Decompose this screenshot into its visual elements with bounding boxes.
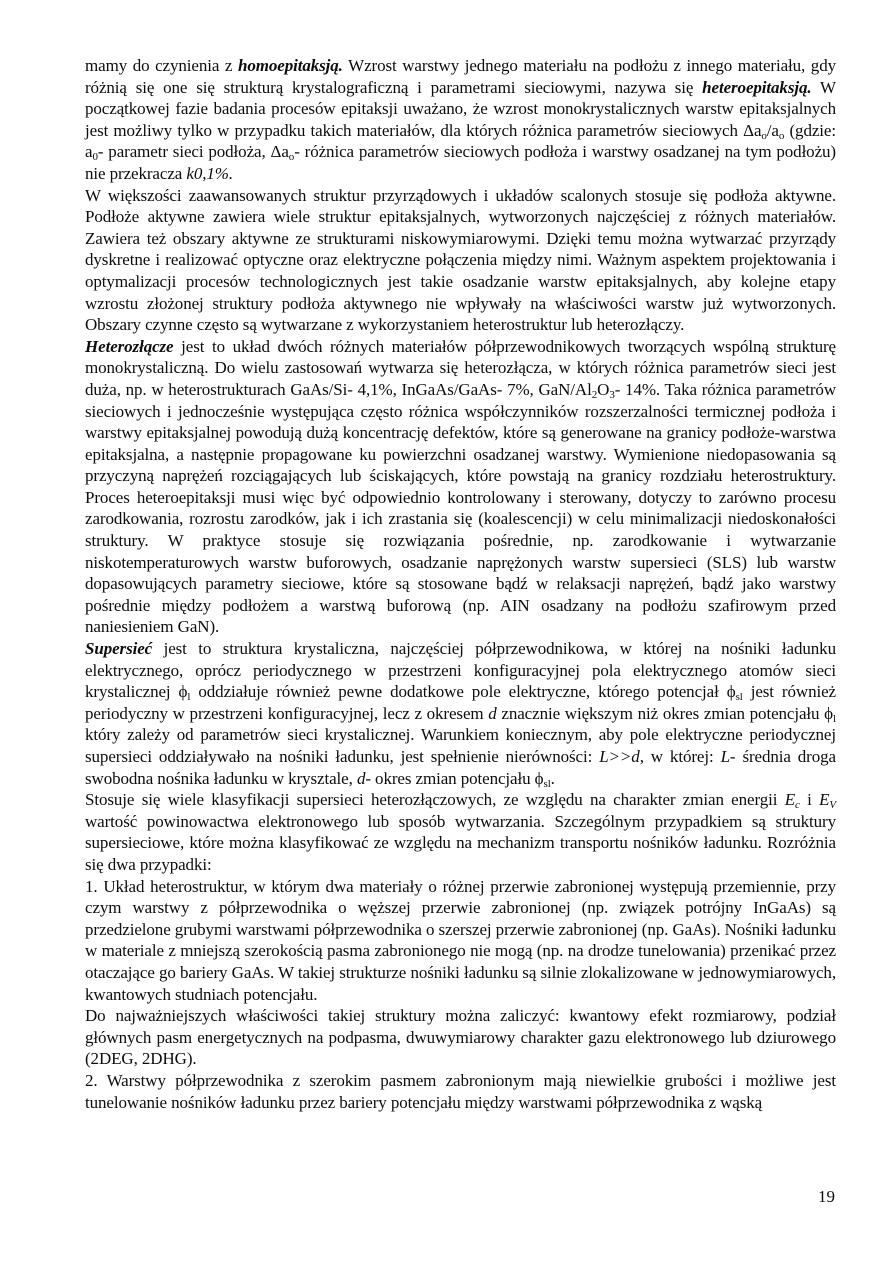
para-epitaksja-intro: mamy do czynienia z homoepitaksją. Wzrost warstwy jednego materiału na podłożu z innego materiału, gdy różnią się one się strukturą krystalograficzną i parametrami sieciowymi, nazywa się heteroepitaksją. W początkowej fazie badania procesów epitaksji uważano, że wzrost monokrystalicznych warstw epitaksjalnych jest możliwy tylko w przypadku takich materiałów, dla których różnica parametrów sieciowych $\Delta a_o/a_o$ (gdzie: $a_0-$ parametr sieci podłoża, $\Delta a_o-$ różnica parametrów sieciowych podłoża i warstwy osadzanej na tym podłożu) nie przekracza k0,1%. [85,56,837,183]
para-przypadek-2: 2. Warstwy półprzewodnika z szerokim pasmem zabronionym mają niewielkie grubości i możliwe jest tunelowanie nośników ładunku przez bariery potencjału między warstwami półprzewodnika z wąską [85,1070,836,1112]
document-body [85,55,836,1113]
para-podloza-aktywne: W większości zaawansowanych struktur przyrządowych i układów scalonych stosuje się podłoża aktywne. Podłoże aktywne zawiera wiele struktur epitaksjalnych, wytworzonych najczęściej z różnych materiałów. Zawiera też obszary aktywne ze strukturami niskowymiarowymi. Dzięki temu można wytwarzać przyrządy dyskretne i realizować optyczne oraz elektryczne połączenia między nimi. Ważnym aspektem projektowania i optymalizacji procesów technologicznych jest takie osadzanie warstw epitaksjalnych, aby kolejne etapy wzrostu złożonej struktury podłoża aktywnego nie wpływały na właściwości warstw już wytworzonych. Obszary czynne często są wytwarzane z wykorzystaniem heterostruktur lub heterozłączy. [85,185,836,335]
para-klasyfikacje: Stosuje się wiele klasyfikacji supersieci heterozłączowych, ze względu na charakter zmian energii $E_c$ i $E_V$ wartość powinowactwa elektronowego lub sposób wytwarzania. Szczególnym przypadkiem są struktury supersieciowe, które można klasyfikować ze względu na mechanizm transportu nośników ładunku. Rozróżnia się dwa przypadki: [85,790,836,874]
para-przypadek-1: 1. Układ heterostruktur, w którym dwa materiały o różnej przerwie zabronionej występują przemiennie, przy czym warstwy z półprzewodnika o węższej przerwie zabronionej (np. związek potrójny InGaAs) są przedzielone grubymi warstwami półprzewodnika o szerszej przerwie zabronionej (np. GaAs). Nośniki ładunku w materiale z mniejszą szerokością pasma zabronionego nie mogą (np. na drodze tunelowania) przenikać przez otaczające go bariery GaAs. W takiej strukturze nośniki ładunku są silnie zlokalizowane w jednowymiarowych, kwantowych studniach potencjału. [85,876,836,1004]
page-number: 19 [818,1187,835,1206]
para-wlasciwosci: Do najważniejszych właściwości takiej struktury można zaliczyć: kwantowy efekt rozmiarowy, podział głównych pasm energetycznych na podpasma, dwuwymiarowy charakter gazu elektronowego lub dziurowego (2DEG, 2DHG). [85,1006,836,1069]
para-heterozlacze: Heterozłącze jest to układ dwóch różnych materiałów półprzewodnikowych tworzących wspólną strukturę monokrystaliczną. Do wielu zastosowań wytwarza się heterozłącza, w których różnica parametrów sieci jest duża, np. w heterostrukturach GaAs/Si- 4,1%, InGaAs/GaAs- 7%, GaN/$Al_2O_3-$ 14%. Taka różnica parametrów sieciowych i jednocześnie występująca często różnica współczynników rozszerzalności termicznej podłoża i warstwy epitaksjalnej powodują dużą koncentrację defektów, które są generowane na granicy podłoże-warstwa epitaksjalna, a następnie propagowane ku powierzchni osadzanej warstwy. Wymienione niedopasowania są przyczyną naprężeń rozciągających lub ściskających, które powstają na granicy rozdziału heterostruktury. Proces heteroepitaksji musi więc być odpowiednio kontrolowany i sterowany, dotyczy to zarówno procesu zarodkowania, rozrostu zarodków, jak i ich zrastania się (koalescencji) w celu minimalizacji niedoskonałości struktury. W praktyce stosuje się rozwiązania pośrednie, np. zarodkowanie i wytwarzanie niskotemperaturowych warstw buforowych, osadzanie naprężonych warstw supersieci (SLS) lub warstw dopasowujących parametry sieciowe, które są stosowane bądź w relaksacji naprężeń, bądź jako warstwy pośrednie między podłożem a warstwą buforową (np. AIN osadzany na podłożu szafirowym przed naniesieniem GaN). [85,336,836,637]
para-supersiec: Supersieć jest to struktura krystaliczna, najczęściej półprzewodnikowa, w której na nośniki ładunku elektrycznego, oprócz periodycznego w przestrzeni konfiguracyjnej pola elektrycznego atomów sieci krystalicznej $\phi_l$ oddziałuje również pewne dodatkowe pole elektryczne, którego potencjał $\phi_{sl}$ jest również periodyczny w przestrzeni konfiguracyjnej, lecz z okresem d znacznie większym niż okres zmian potencjału $\phi_l$ który zależy od parametrów sieci krystalicznej. Warunkiem koniecznym, aby pole elektryczne periodycznej supersieci oddziaływało na nośniki ładunku, jest spełnienie nierówności: L>>d, w której: L- średnia droga swobodna nośnika ładunku w krysztale, d- okres zmian potencjału $\phi_{sl}$. [85,639,836,790]
